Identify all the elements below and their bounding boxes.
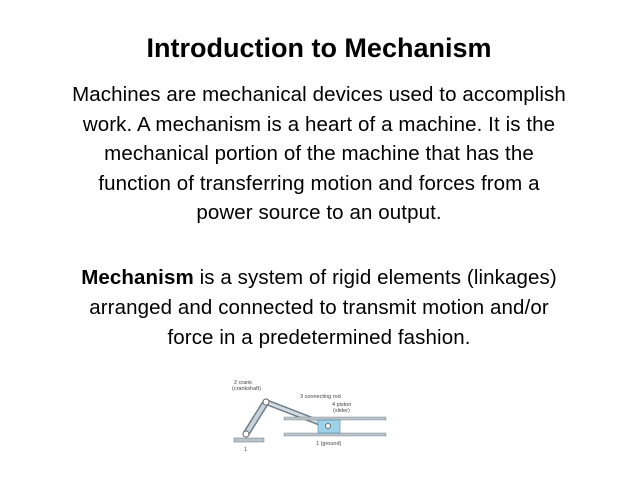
label-piston: 4 piston bbox=[332, 402, 352, 408]
intro-paragraph bbox=[4, 80, 634, 228]
definition-line-2: arranged and connected to transmit motion and/or bbox=[89, 296, 549, 319]
definition-line-3: force in a predetermined fashion. bbox=[167, 326, 471, 349]
ground-base-left bbox=[234, 438, 264, 442]
label-ground-left: 1 bbox=[244, 447, 248, 453]
label-crank-sub: (crankshaft) bbox=[232, 386, 262, 392]
intro-line-5: power source to an output. bbox=[196, 201, 442, 224]
label-crank: 2 crank bbox=[234, 380, 253, 386]
slider-guide-bottom bbox=[284, 433, 386, 436]
slide-title: Introduction to Mechanism bbox=[146, 33, 492, 63]
definition-line-1-rest: is a system of rigid elements (linkages) bbox=[193, 266, 557, 289]
label-ground-right: 1 (ground) bbox=[316, 441, 342, 447]
intro-line-1: Machines are mechanical devices used to accomplish bbox=[72, 83, 566, 106]
piston-pin bbox=[326, 424, 331, 429]
definition-term: Mechanism bbox=[81, 266, 194, 289]
slider-guide-top bbox=[284, 417, 386, 420]
crank-pin bbox=[263, 399, 269, 405]
intro-line-2: work. A mechanism is a heart of a machine. It is the bbox=[82, 112, 556, 136]
definition-line-1 bbox=[4, 263, 634, 293]
label-connecting-rod: 3 connecting rod bbox=[300, 394, 341, 400]
label-piston-sub: (slider) bbox=[333, 408, 350, 414]
intro-line-3: mechanical portion of the machine that has the bbox=[104, 142, 534, 165]
intro-line-4: function of transferring motion and forces from a bbox=[98, 171, 540, 195]
crank-pivot bbox=[243, 431, 249, 437]
definition-paragraph bbox=[4, 263, 634, 353]
slider-crank-diagram bbox=[220, 376, 390, 454]
